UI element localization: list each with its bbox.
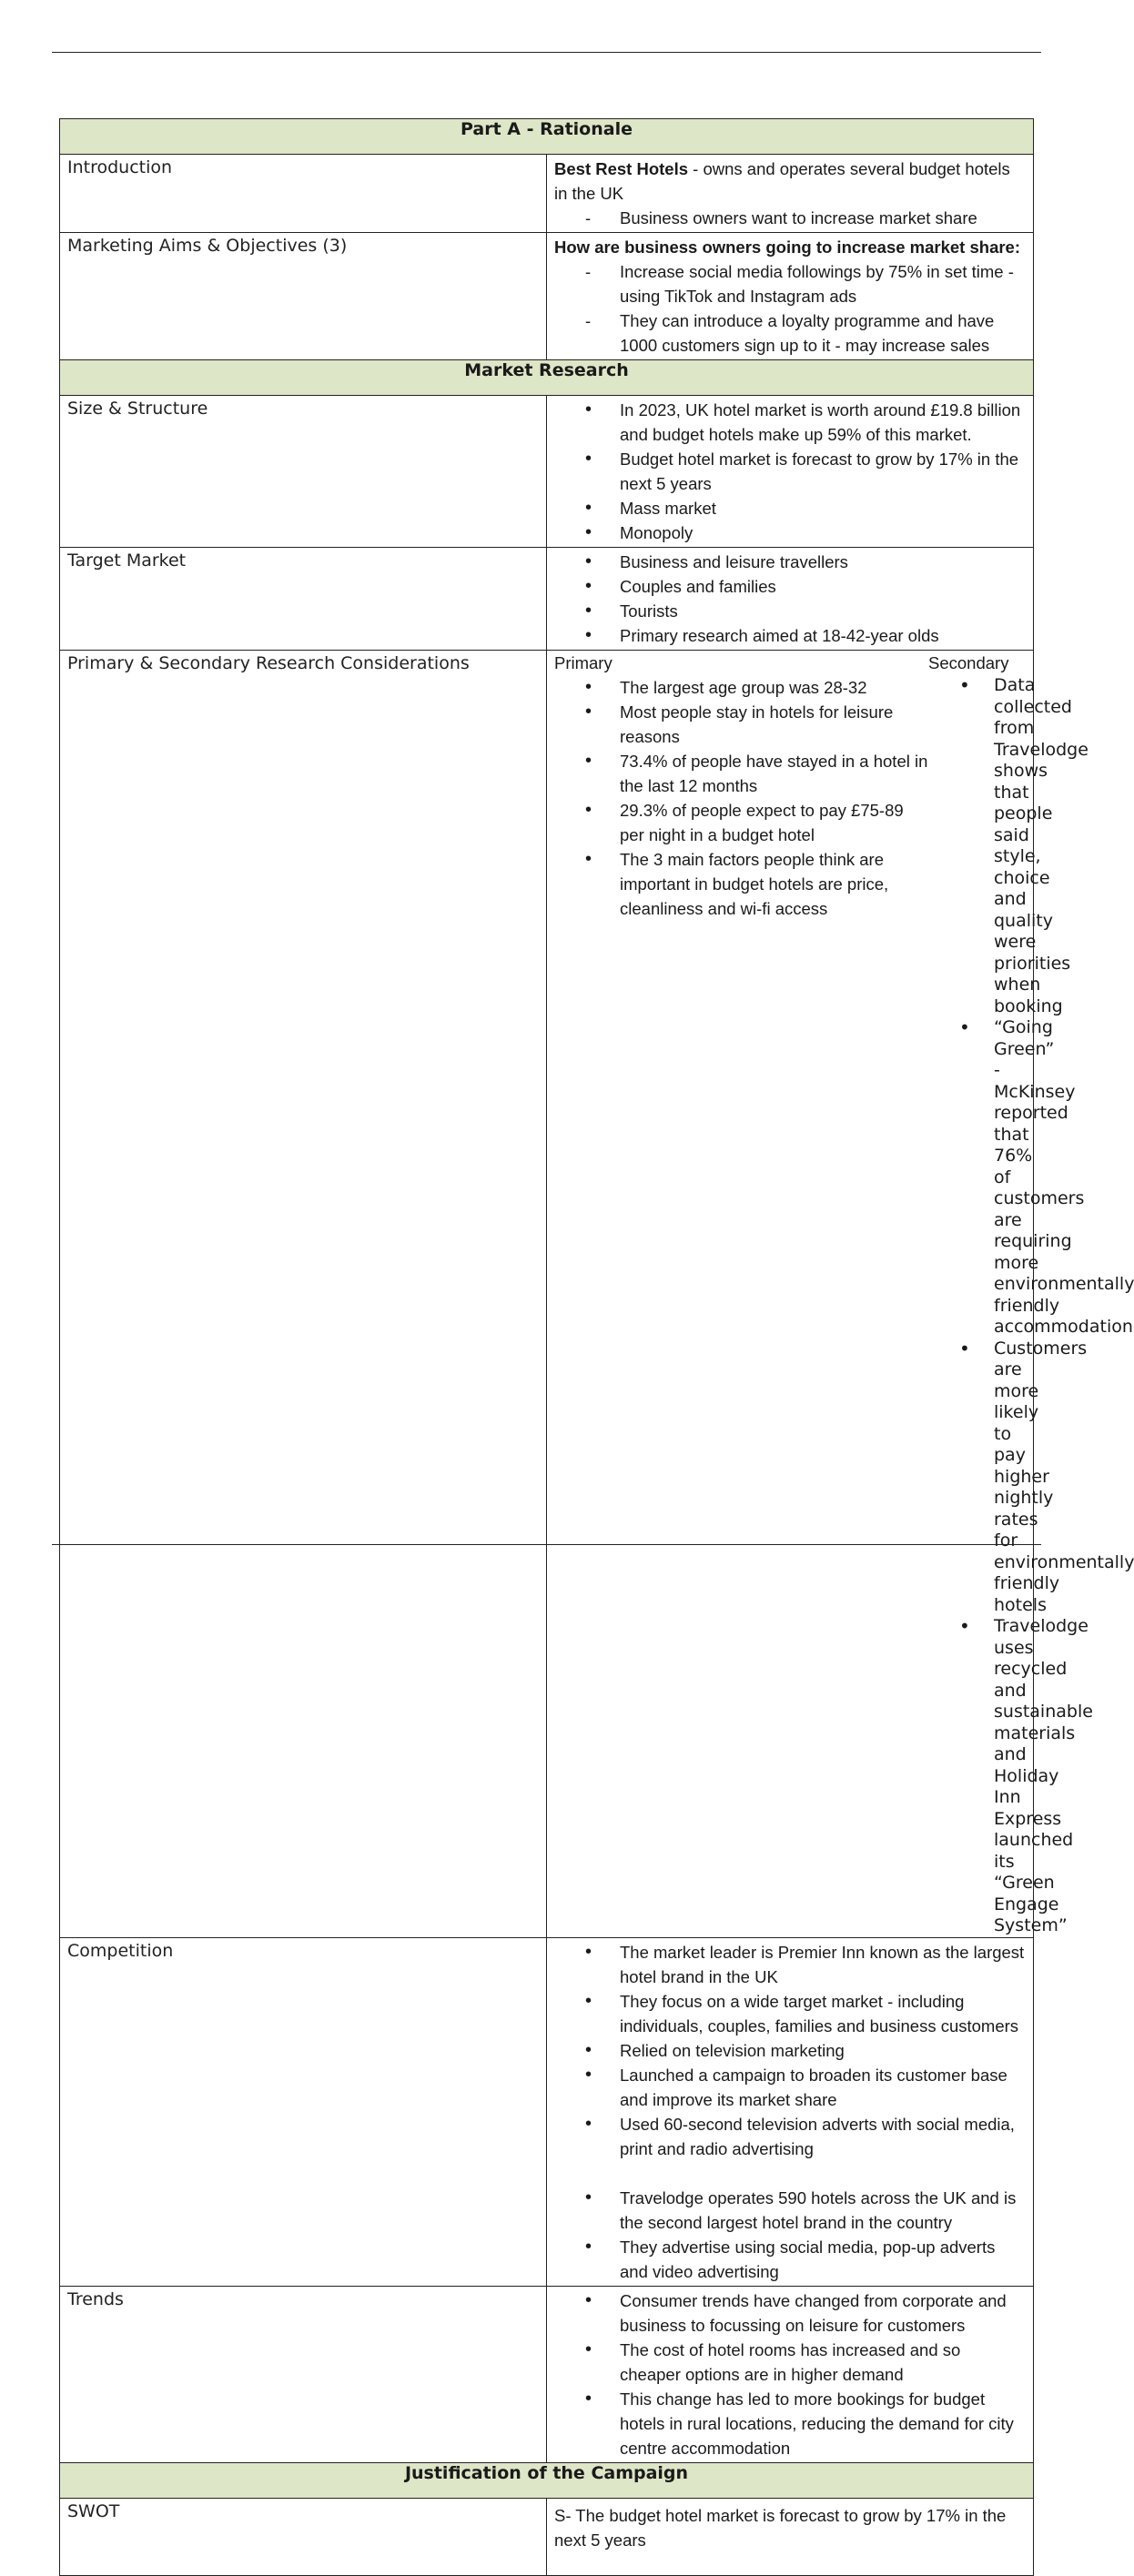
row-label: Introduction — [60, 155, 547, 233]
header-rule — [52, 52, 1041, 53]
list-item: • They advertise using social media, pop-up adverts and video advertising — [554, 2235, 1026, 2284]
primary-column — [554, 651, 928, 1937]
row-content — [547, 1937, 1034, 2286]
primary-heading: Primary — [554, 653, 613, 672]
intro-text: - owns and operates several budget hotels in the UK — [554, 159, 1010, 203]
aims-list — [554, 259, 1026, 358]
row-label: Trends — [60, 2286, 547, 2462]
row-label: SWOT — [60, 2498, 547, 2575]
row-content — [547, 233, 1034, 360]
list-item: • Tourists — [554, 599, 1026, 623]
list-item: • Relied on television marketing — [554, 2038, 1026, 2063]
row-aims — [60, 233, 1034, 360]
list-item: • Travelodge uses recycled and sustainable materials and Holiday Inn Express launched its “Green Engage System” — [928, 1616, 1033, 1937]
row-research — [60, 651, 1034, 1938]
section-title: Part A - Rationale — [60, 119, 1034, 155]
secondary-heading: Secondary — [928, 653, 1009, 672]
list-item: • Data collected from Travelodge shows that people said style, choice and quality were priorities when booking — [928, 675, 1033, 1017]
list-item: • Mass market — [554, 496, 1026, 520]
list-item: • The market leader is Premier Inn known as the largest hotel brand in the UK — [554, 1940, 1026, 1989]
secondary-list — [928, 675, 1134, 1937]
list-item: • Launched a campaign to broaden its customer base and improve its market share — [554, 2063, 1026, 2112]
list-item: • Business and leisure travellers — [554, 550, 1026, 574]
row-label: Target Market — [60, 548, 547, 651]
list-item: • Used 60-second television adverts with social media, print and radio advertising — [554, 2112, 1026, 2161]
target-list — [554, 550, 1026, 648]
section-title: Market Research — [60, 360, 1034, 396]
spacer — [554, 2161, 1026, 2186]
trends-list — [554, 2288, 1026, 2460]
aims-heading: How are business owners going to increase market share: — [554, 237, 1021, 257]
row-target-market — [60, 548, 1034, 651]
size-list — [554, 398, 1026, 545]
list-item: • Couples and families — [554, 574, 1026, 599]
row-content — [547, 2498, 1034, 2575]
section-header-part-a — [60, 119, 1034, 155]
row-content — [547, 396, 1034, 548]
row-size-structure — [60, 396, 1034, 548]
intro-lead — [554, 157, 1026, 206]
competition-list-premier-inn — [554, 1940, 1026, 2161]
list-item: • Primary research aimed at 18-42-year olds — [554, 623, 1026, 648]
list-item: • Monopoly — [554, 520, 1026, 545]
list-item: • The cost of hotel rooms has increased and so cheaper options are in higher demand — [554, 2338, 1026, 2387]
section-header-justification — [60, 2462, 1034, 2498]
list-item: • Consumer trends have changed from corporate and business to focussing on leisure for customers — [554, 2288, 1026, 2338]
footer-rule — [52, 1544, 1041, 1545]
primary-list — [554, 675, 928, 921]
list-item: • This change has led to more bookings for budget hotels in rural locations, reducing the demand for city centre accommodation — [554, 2387, 1026, 2460]
competition-list-travelodge — [554, 2186, 1026, 2284]
list-item: • Most people stay in hotels for leisure reasons — [554, 700, 928, 749]
list-item: • The 3 main factors people think are important in budget hotels are price, cleanliness and wi-fi access — [554, 847, 928, 921]
company-name: Best Rest Hotels — [554, 159, 689, 178]
intro-list — [554, 206, 1026, 230]
section-header-market-research — [60, 360, 1034, 396]
list-item: • The largest age group was 28-32 — [554, 675, 928, 700]
list-item: - Increase social media followings by 75% in set time - using TikTok and Instagram ads — [554, 259, 1026, 308]
row-swot — [60, 2498, 1034, 2575]
row-competition — [60, 1937, 1034, 2286]
swot-text: S- The budget hotel market is forecast to grow by 17% in the next 5 years — [554, 2505, 1007, 2550]
list-item: - Business owners want to increase market share — [554, 206, 1026, 230]
list-item: • Travelodge operates 590 hotels across the UK and is the second largest hotel brand in the country — [554, 2186, 1026, 2235]
row-label: Size & Structure — [60, 396, 547, 548]
list-item: • 73.4% of people have stayed in a hotel in the last 12 months — [554, 749, 928, 798]
row-content — [547, 155, 1034, 233]
row-introduction — [60, 155, 1034, 233]
list-item: • 29.3% of people expect to pay £75-89 per night in a budget hotel — [554, 798, 928, 847]
list-item: • “Going Green” - McKinsey reported that 76% of customers are requiring more environmentally friendly accommodation — [928, 1017, 1033, 1339]
rationale-table — [59, 118, 1134, 2576]
secondary-column — [928, 651, 1134, 1937]
row-content — [547, 548, 1034, 651]
row-label: Marketing Aims & Objectives (3) — [60, 233, 547, 360]
research-split — [554, 651, 1134, 1937]
list-item: • Budget hotel market is forecast to grow by 17% in the next 5 years — [554, 447, 1026, 496]
list-item: - They can introduce a loyalty programme and have 1000 customers sign up to it - may increase sales — [554, 308, 1026, 358]
list-item: • Customers are more likely to pay higher nightly rates for environmentally friendly hotels — [928, 1339, 1033, 1617]
list-item: • In 2023, UK hotel market is worth around £19.8 billion and budget hotels make up 59% of this market. — [554, 398, 1026, 447]
row-label: Competition — [60, 1937, 547, 2286]
section-title: Justification of the Campaign — [60, 2462, 1034, 2498]
row-content — [547, 651, 1134, 1938]
row-content — [547, 2286, 1034, 2462]
list-item: • They focus on a wide target market - including individuals, couples, families and business customers — [554, 1989, 1026, 2038]
row-trends — [60, 2286, 1034, 2462]
row-label: Primary & Secondary Research Considerations — [60, 651, 547, 1938]
